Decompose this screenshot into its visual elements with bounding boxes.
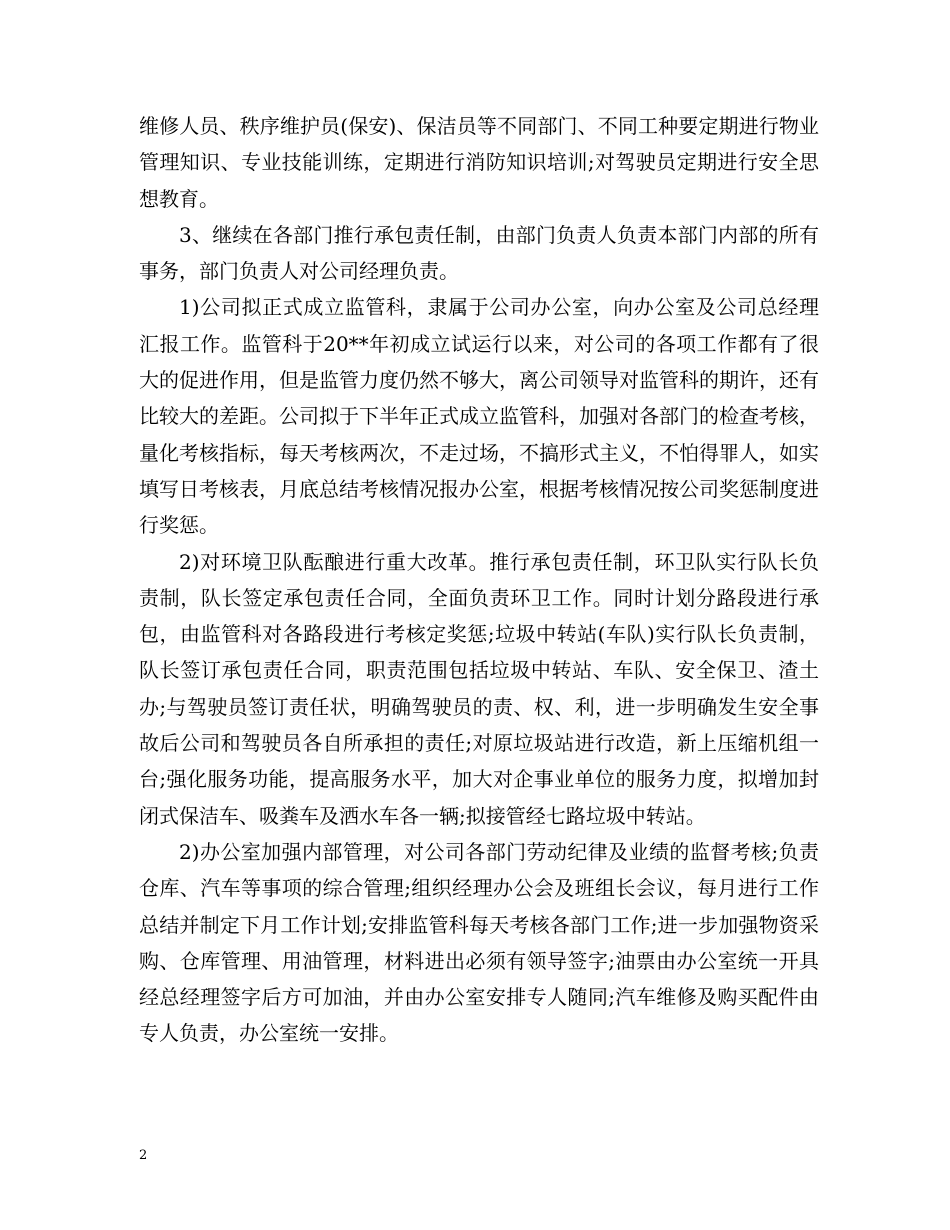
paragraph-subitem-2-sanitation: 2)对环境卫队酝酿进行重大改革。推行承包责任制，环卫队实行队长负责制，队长签定承包责任合同，全面负责环卫工作。同时计划分路段进行承包，由监管科对各路段进行考核定奖惩;垃圾中转站(车队)实行队长负责制，队长签订承包责任合同，职责范围包括垃圾中转站、车队、安全保卫、渣土办;与驾驶员签订责任状，明确驾驶员的责、权、利，进一步明确发生安全事故后公司和驾驶员各自所承担的责任;对原垃圾站进行改造，新上压缩机组一台;强化服务功能，提高服务水平，加大对企事业单位的服务力度，拟增加封闭式保洁车、吸粪车及洒水车各一辆;拟接管经七路垃圾中转站。 bbox=[139, 549, 819, 828]
paragraph-item-3: 3、继续在各部门推行承包责任制，由部门负责人负责本部门内部的所有事务，部门负责人对公司经理负责。 bbox=[139, 222, 819, 284]
paragraph-subitem-1: 1)公司拟正式成立监管科，隶属于公司办公室，向办公室及公司总经理汇报工作。监管科于20**年初成立试运行以来，对公司的各项工作都有了很大的促进作用，但是监管力度仍然不够大，离公司领导对监管科的期许，还有比较大的差距。公司拟于下半年正式成立监管科，加强对各部门的检查考核，量化考核指标，每天考核两次，不走过场，不搞形式主义，不怕得罪人，如实填写日考核表，月底总结考核情况报办公室，根据考核情况按公司奖惩制度进行奖惩。 bbox=[139, 295, 819, 538]
page-number: 2 bbox=[139, 1148, 148, 1163]
body-text bbox=[139, 108, 819, 1052]
paragraph-continued: 维修人员、秩序维护员(保安)、保洁员等不同部门、不同工种要定期进行物业管理知识、专业技能训练，定期进行消防知识培训;对驾驶员定期进行安全思想教育。 bbox=[139, 114, 819, 211]
paragraph-subitem-2-office: 2)办公室加强内部管理，对公司各部门劳动纪律及业绩的监督考核;负责仓库、汽车等事项的综合管理;组织经理办公会及班组长会议，每月进行工作总结并制定下月工作计划;安排监管科每天考核各部门工作;进一步加强物资采购、仓库管理、用油管理，材料进出必须有领导签字;油票由办公室统一开具经总经理签字后方可加油，并由办公室安排专人随同;汽车维修及购买配件由专人负责，办公室统一安排。 bbox=[139, 839, 819, 1046]
